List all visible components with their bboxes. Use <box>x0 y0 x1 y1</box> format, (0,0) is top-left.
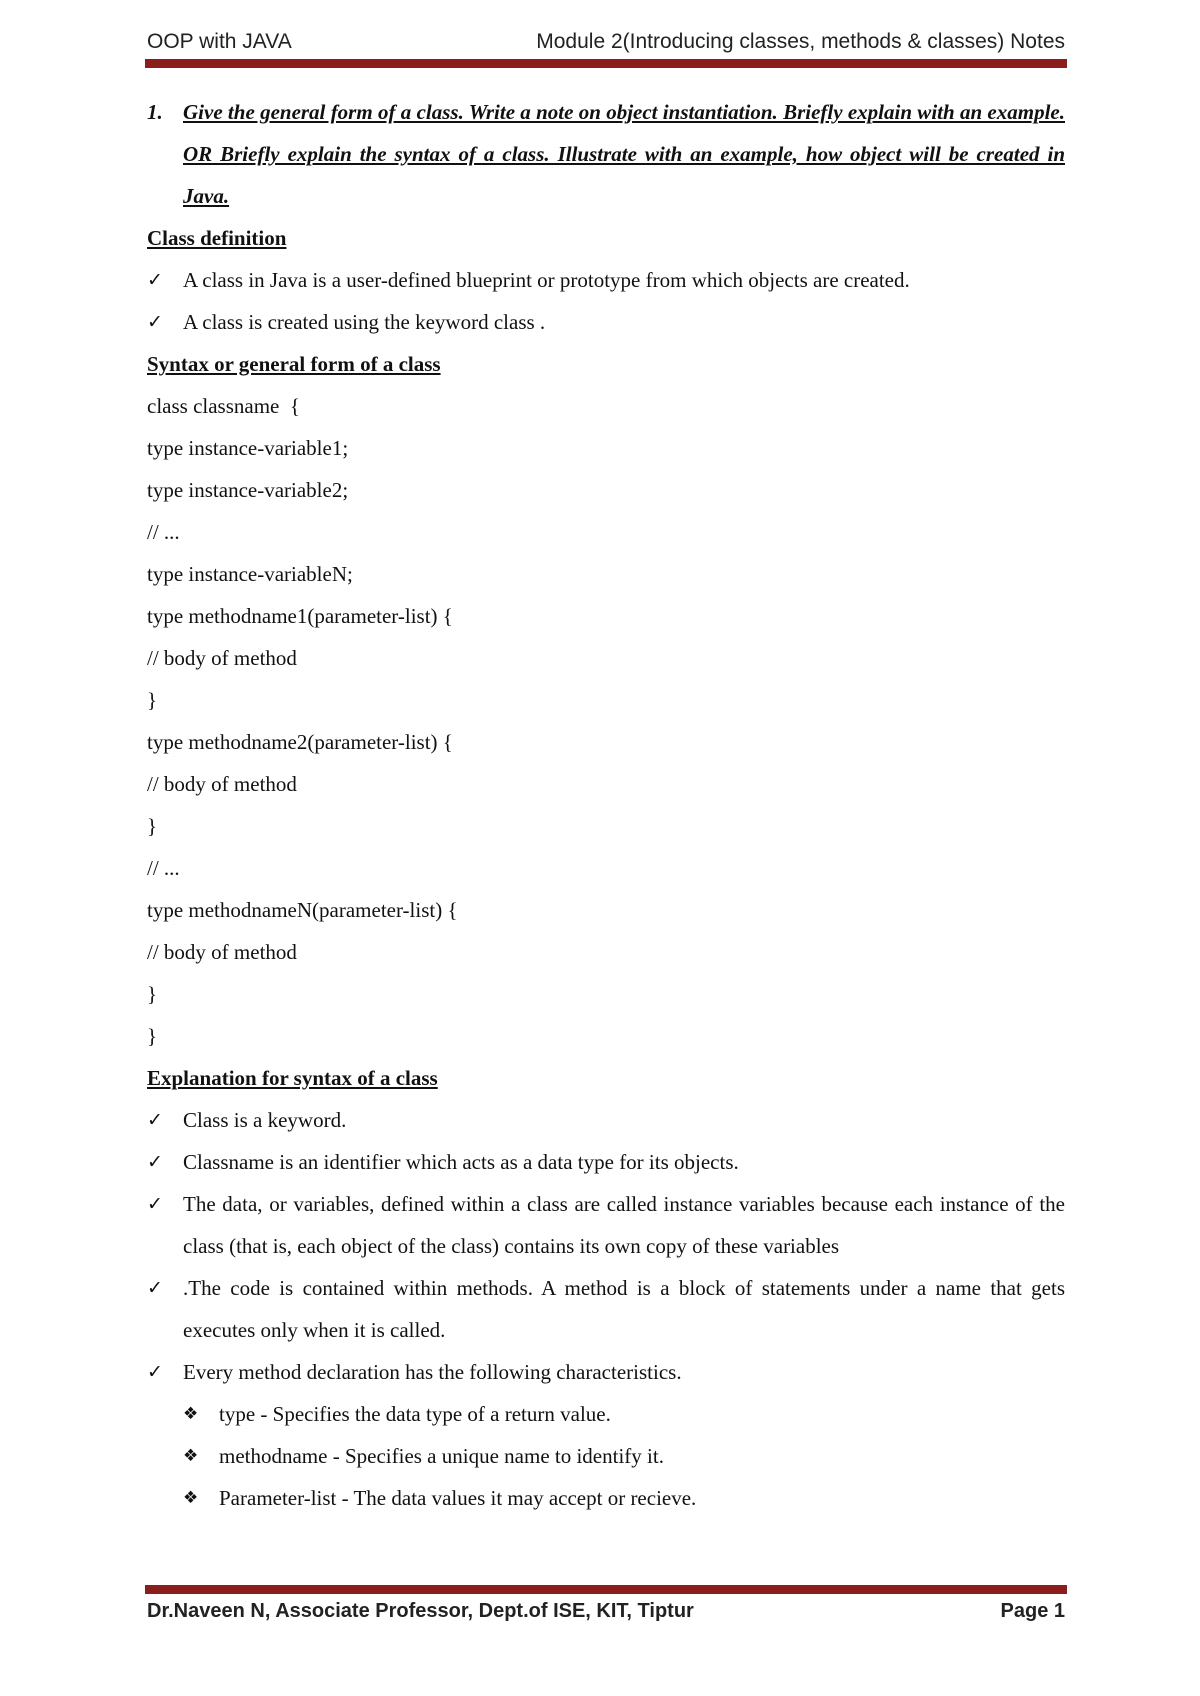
question <box>147 91 1065 217</box>
list-item-text: The data, or variables, defined within a class are called instance variables because each instance of the class (that is, each object of the class) contains its own copy of these variables <box>183 1192 1065 1258</box>
question-text: Give the general form of a class. Write a note on object instantiation. Briefly explain with an example. OR Briefly explain the syntax of a class. Illustrate with an example, how object will be created in Java. <box>183 100 1065 208</box>
sub-list-item <box>147 1393 1065 1435</box>
checkmark-icon: ✓ <box>147 1277 163 1299</box>
checkmark-icon: ✓ <box>147 269 163 291</box>
code-line: // body of method <box>147 772 297 796</box>
code-line: // ... <box>147 856 180 880</box>
class-definition-heading: Class definition <box>147 226 287 250</box>
list-item-text: A class is created using the keyword class . <box>183 310 546 334</box>
sub-list-item-text: methodname - Specifies a unique name to identify it. <box>219 1444 664 1468</box>
page-number: Page 1 <box>1000 1600 1065 1622</box>
code-line: type methodname1(parameter-list) { <box>147 604 453 628</box>
diamond-bullet-icon: ❖ <box>183 1404 199 1424</box>
checkmark-icon: ✓ <box>147 1151 163 1173</box>
code-line: type instance-variable1; <box>147 436 349 460</box>
code-line: type methodname2(parameter-list) { <box>147 730 453 754</box>
checkmark-icon: ✓ <box>147 1193 163 1215</box>
header-course-title: OOP with JAVA <box>147 30 292 53</box>
sub-list-item-text: type - Specifies the data type of a return value. <box>219 1402 611 1426</box>
list-item-text: .The code is contained within methods. A method is a block of statements under a name that gets executes only when it is called. <box>183 1276 1065 1342</box>
code-line: } <box>147 1024 158 1048</box>
sub-list-item-text: Parameter-list - The data values it may accept or recieve. <box>219 1486 697 1510</box>
list-item <box>147 1351 1065 1393</box>
code-line: } <box>147 688 158 712</box>
code-line: // body of method <box>147 940 297 964</box>
checkmark-icon: ✓ <box>147 1361 163 1383</box>
checkmark-icon: ✓ <box>147 1109 163 1131</box>
list-item-text: Class is a keyword. <box>183 1108 347 1132</box>
code-line: type instance-variableN; <box>147 562 353 586</box>
page-header <box>147 30 1065 60</box>
list-item <box>147 301 1065 343</box>
list-item-text: Every method declaration has the following characteristics. <box>183 1360 682 1384</box>
list-item <box>147 1267 1065 1351</box>
code-line: } <box>147 814 158 838</box>
footer-rule <box>145 1585 1067 1594</box>
list-item <box>147 1183 1065 1267</box>
list-item <box>147 1099 1065 1141</box>
list-item <box>147 1141 1065 1183</box>
code-line: // ... <box>147 520 180 544</box>
list-item <box>147 259 1065 301</box>
header-module-title: Module 2(Introducing classes, methods & classes) Notes <box>536 30 1065 53</box>
sub-list-item <box>147 1435 1065 1477</box>
diamond-bullet-icon: ❖ <box>183 1488 199 1508</box>
question-number: 1. <box>147 100 163 124</box>
list-item-text: A class in Java is a user-defined blueprint or prototype from which objects are created. <box>183 268 910 292</box>
checkmark-icon: ✓ <box>147 311 163 333</box>
code-line: type methodnameN(parameter-list) { <box>147 898 458 922</box>
code-line: // body of method <box>147 646 297 670</box>
code-line: class classname { <box>147 394 300 418</box>
page-content <box>147 91 1065 1519</box>
syntax-code-block <box>147 385 1065 1057</box>
header-rule <box>145 59 1067 68</box>
list-item-text: Classname is an identifier which acts as a data type for its objects. <box>183 1150 739 1174</box>
syntax-heading: Syntax or general form of a class <box>147 352 441 376</box>
code-line: } <box>147 982 158 1006</box>
footer-author: Dr.Naveen N, Associate Professor, Dept.of ISE, KIT, Tiptur <box>147 1600 694 1622</box>
sub-list-item <box>147 1477 1065 1519</box>
code-line: type instance-variable2; <box>147 478 349 502</box>
explanation-heading: Explanation for syntax of a class <box>147 1066 438 1090</box>
diamond-bullet-icon: ❖ <box>183 1446 199 1466</box>
